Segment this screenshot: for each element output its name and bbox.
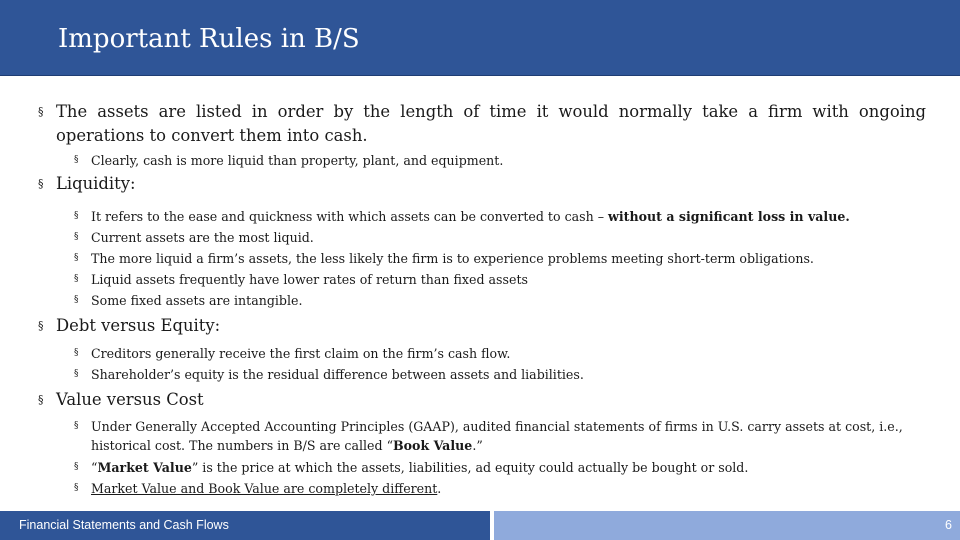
bullet-marker: §	[74, 369, 79, 379]
sub-bullet	[38, 364, 926, 385]
page-number: 6	[945, 518, 952, 532]
bullet-marker: §	[74, 232, 79, 242]
bullet-text: The assets are listed in order by the length of time it would normally take a firm with ongoing operations to convert them into cash.	[56, 102, 926, 145]
sub-bullet-text: Liquid assets frequently have lower rates of return than fixed assets	[91, 272, 528, 287]
sub-bullet	[38, 417, 926, 457]
slide-body	[38, 100, 926, 499]
sub-bullet	[38, 269, 926, 290]
sub-bullet-text: Some fixed assets are intangible.	[91, 293, 303, 308]
footer-left-bar	[0, 511, 490, 540]
emphasis-text: Book Value	[393, 438, 473, 453]
sub-bullet-text-start: “	[91, 460, 98, 475]
sub-bullet-text: Current assets are the most liquid.	[91, 230, 314, 245]
underlined-text: Market Value and Book Value are completely different	[91, 481, 438, 496]
bullet-marker: §	[38, 393, 44, 406]
bullet-text: Value versus Cost	[56, 390, 204, 409]
bullet-marker: §	[74, 421, 79, 431]
sub-bullet-text: It refers to the ease and quickness with which assets can be converted to cash –	[91, 209, 609, 224]
bullet-marker: §	[74, 211, 79, 221]
sub-bullet-text: Under Generally Accepted Accounting Principles (GAAP), audited financial statements of firms in U.S. carry assets at cost, i.e., historical cost. The numbers in B/S are called “	[91, 419, 903, 453]
sub-bullet	[38, 206, 926, 227]
footer-label: Financial Statements and Cash Flows	[19, 518, 229, 532]
sub-bullet-text: Clearly, cash is more liquid than property, plant, and equipment.	[91, 153, 504, 168]
bullet-text: Debt versus Equity:	[56, 316, 221, 335]
bullet-2	[38, 172, 926, 196]
bullet-marker: §	[38, 105, 44, 118]
sub-bullet-text-end: .”	[472, 438, 483, 453]
sub-bullet	[38, 457, 926, 478]
bullet-marker: §	[74, 155, 79, 165]
sub-bullet	[38, 478, 926, 499]
emphasis-text: without a significant loss in value.	[608, 209, 850, 224]
bullet-marker: §	[74, 348, 79, 358]
bullet-marker: §	[74, 483, 79, 493]
bullet-text: Liquidity:	[56, 174, 136, 193]
sub-bullet	[38, 343, 926, 364]
title-bar	[0, 0, 960, 76]
bullet-4	[38, 388, 926, 412]
bullet-marker: §	[74, 462, 79, 472]
sub-bullet	[38, 227, 926, 248]
bullet-3	[38, 314, 926, 338]
sub-bullet	[38, 150, 926, 171]
sub-bullet	[38, 248, 926, 269]
sub-bullet-text: Shareholder’s equity is the residual difference between assets and liabilities.	[91, 367, 584, 382]
bullet-marker: §	[74, 253, 79, 263]
bullet-marker: §	[74, 274, 79, 284]
sub-bullet-text: Creditors generally receive the first claim on the firm’s cash flow.	[91, 346, 511, 361]
bullet-marker: §	[38, 177, 44, 190]
sub-bullet	[38, 290, 926, 311]
bullet-marker: §	[38, 319, 44, 332]
sub-bullet-text-end: .	[437, 481, 442, 496]
slide-title: Important Rules in B/S	[58, 24, 360, 54]
sub-bullet-text: ” is the price at which the assets, liabilities, ad equity could actually be bought or sold.	[191, 460, 749, 475]
bullet-marker: §	[74, 295, 79, 305]
bullet-1	[38, 100, 926, 148]
sub-bullet-text: The more liquid a firm’s assets, the less likely the firm is to experience problems meeting short-term obligations.	[91, 251, 814, 266]
footer-right-bar	[494, 511, 960, 540]
emphasis-text: Market Value	[97, 460, 192, 475]
